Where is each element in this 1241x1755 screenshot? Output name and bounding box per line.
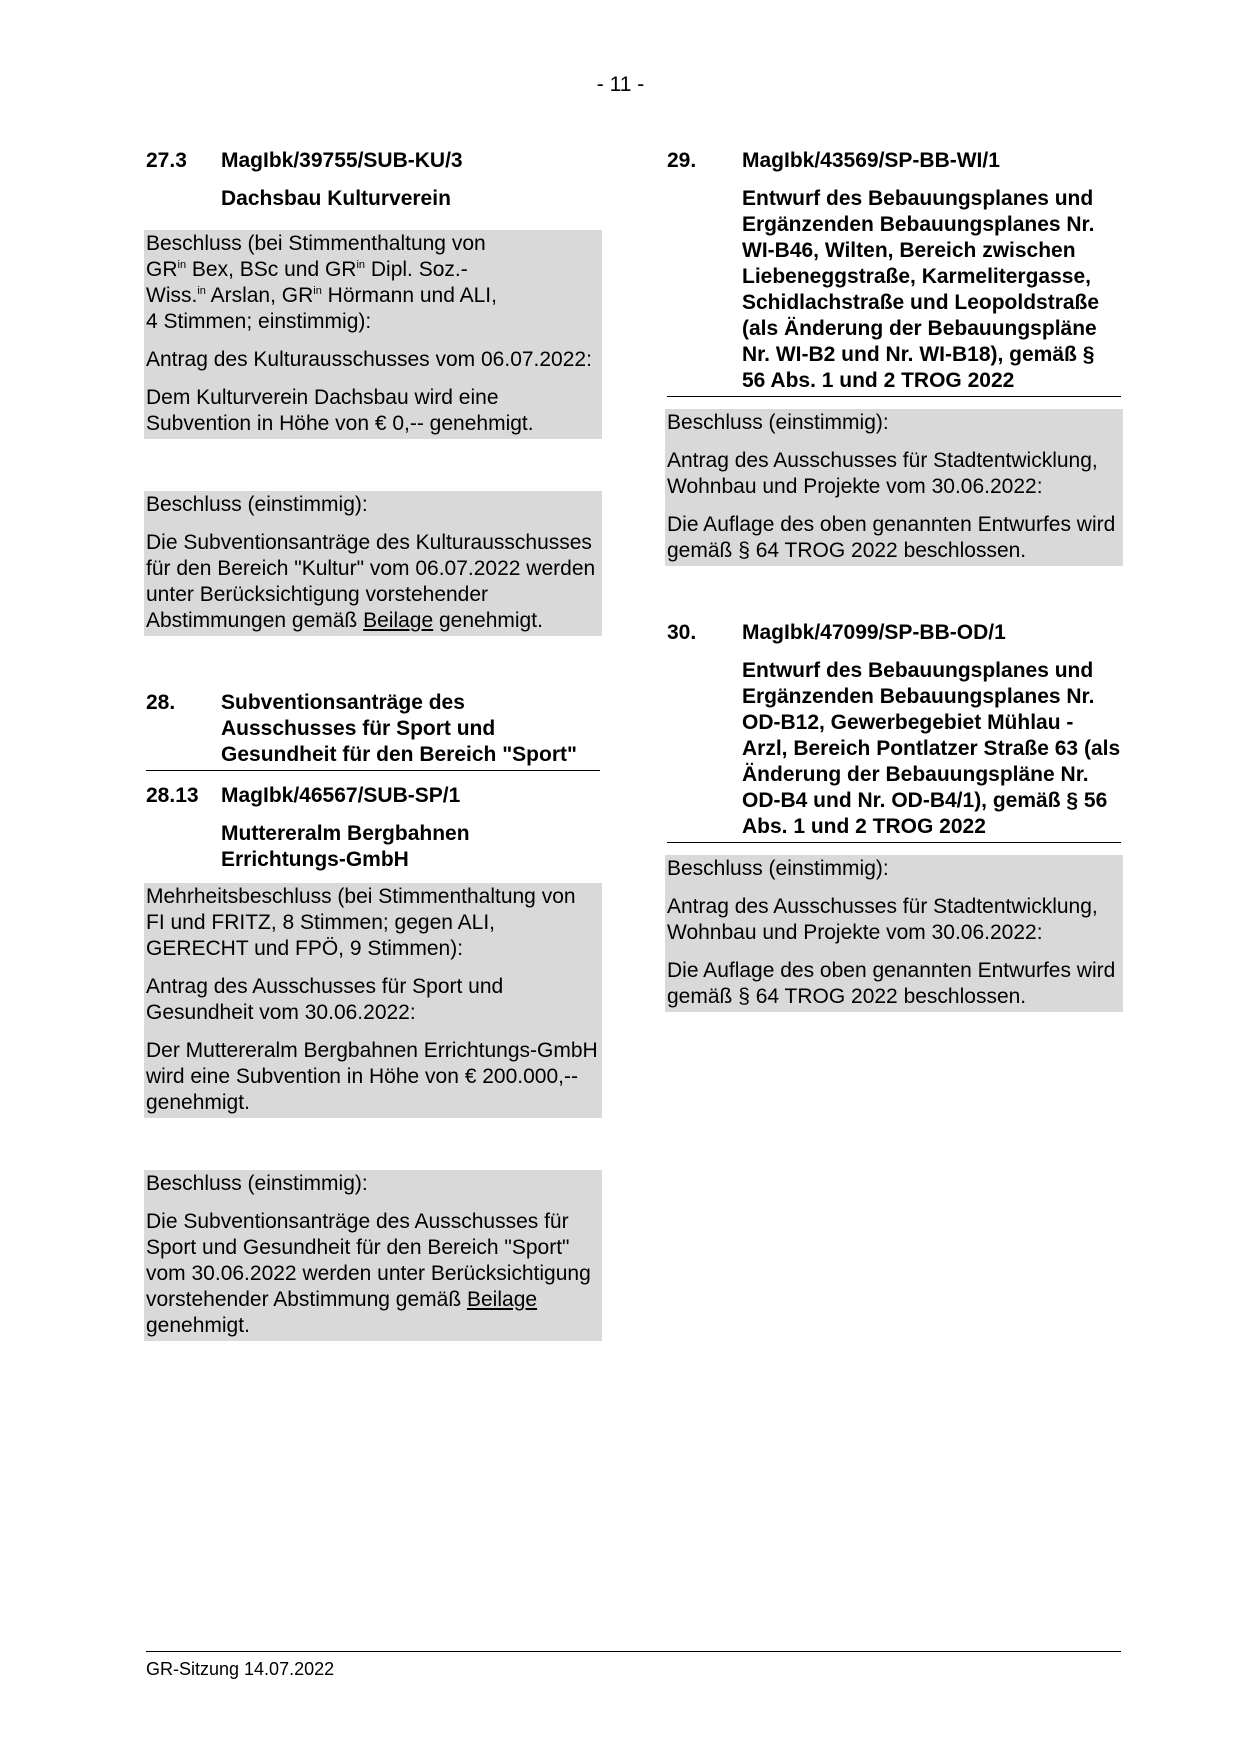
decision-box-27-3: [144, 230, 602, 439]
item-30-title: Entwurf des Bebauungsplanes und Ergänzenden Bebauungsplanes Nr. OD-B12, Gewerbegebiet Mühlau - Arzl, Bereich Pontlatzer Straße 63 (als Änderung der Bebauungspläne Nr. OD-B4 und Nr. OD-B4/1), gemäß § 56 Abs. 1 und 2 TROG 2022: [667, 658, 1121, 843]
item-28-13-heading: [146, 783, 600, 809]
item-number: 30.: [667, 621, 697, 644]
item-reference: MagIbk/47099/SP-BB-OD/1: [742, 621, 1006, 644]
item-reference: MagIbk/39755/SUB-KU/3: [221, 149, 463, 172]
decision-box-kultur-total: [144, 491, 602, 636]
motion-line: Antrag des Ausschusses für Stadtentwicklung, Wohnbau und Projekte vom 30.06.2022:: [667, 895, 1098, 944]
decision-text: Dem Kulturverein Dachsbau wird eine Subvention in Höhe von € 0,-- genehmigt.: [146, 386, 534, 435]
decision-line: Beschluss (bei Stimmenthaltung von $GR^{in}$ Bex, BSc und $GR^{in}$ Dipl. Soz.- Wiss.$^{in}$ Arslan, $GR^{in}$ Hörmann und ALI, 4 Stimmen; einstimmig):: [146, 232, 497, 333]
item-number: 28.13: [146, 784, 199, 807]
decision-text: Die Auflage des oben genannten Entwurfes wird gemäß § 64 TROG 2022 beschlossen.: [667, 513, 1116, 562]
decision-box-30: [665, 855, 1123, 1012]
decision-box-sport-total: [144, 1170, 602, 1341]
footer-session-date: GR-Sitzung 14.07.2022: [146, 1659, 335, 1679]
item-number: 28.: [146, 691, 176, 714]
item-number: 27.3: [146, 149, 187, 172]
decision-text: Die Auflage des oben genannten Entwurfes wird gemäß § 64 TROG 2022 beschlossen.: [667, 959, 1116, 1008]
motion-line: Antrag des Kulturausschusses vom 06.07.2022:: [146, 348, 592, 371]
left-column: [146, 148, 600, 1341]
item-28-heading: [146, 690, 600, 771]
decision-box-29: [665, 409, 1123, 566]
item-28-13-title: Muttereralm Bergbahnen Errichtungs-GmbH: [221, 822, 470, 871]
decision-line: Beschluss (einstimmig):: [146, 1172, 368, 1195]
decision-text: Die Subventionsanträge des Kulturausschusses für den Bereich "Kultur" vom 06.07.2022 werden unter Berücksichtigung vorstehender Abstimmungen gemäß Beilage genehmigt.: [146, 531, 596, 632]
item-reference: MagIbk/46567/SUB-SP/1: [221, 784, 461, 807]
decision-line: Beschluss (einstimmig):: [667, 857, 889, 880]
item-29-title: Entwurf des Bebauungsplanes und Ergänzenden Bebauungsplanes Nr. WI-B46, Wilten, Bereich zwischen Liebeneggstraße, Karmelitergasse, Schidlachstraße und Leopoldstraße (als Änderung der Bebauungspläne Nr. WI-B2 und Nr. WI-B18), gemäß § 56 Abs. 1 und 2 TROG 2022: [667, 186, 1121, 397]
decision-line: Beschluss (einstimmig):: [667, 411, 889, 434]
decision-line: Mehrheitsbeschluss (bei Stimmenthaltung von FI und FRITZ, 8 Stimmen; gegen ALI, GERECHT und FPÖ, 9 Stimmen):: [146, 885, 576, 960]
item-30-heading: [667, 620, 1121, 646]
item-27-3-heading: [146, 148, 600, 174]
item-title: Subventionsanträge des Ausschusses für Sport und Gesundheit für den Bereich "Sport": [221, 691, 577, 766]
footer-divider: [146, 1651, 1121, 1652]
decision-box-28-13: [144, 883, 602, 1118]
beilage-link[interactable]: Beilage: [467, 1288, 538, 1311]
page-number: - 11 -: [596, 73, 645, 96]
item-number: 29.: [667, 149, 697, 172]
decision-text: Die Subventionsanträge des Ausschusses für Sport und Gesundheit für den Bereich "Sport" vom 30.06.2022 werden unter Berücksichtigung vorstehender Abstimmung gemäß Beilage genehmigt.: [146, 1210, 591, 1337]
motion-line: Antrag des Ausschusses für Sport und Gesundheit vom 30.06.2022:: [146, 975, 504, 1024]
item-29-heading: [667, 148, 1121, 174]
right-column: [667, 148, 1121, 1012]
motion-line: Antrag des Ausschusses für Stadtentwicklung, Wohnbau und Projekte vom 30.06.2022:: [667, 449, 1098, 498]
beilage-link[interactable]: Beilage: [363, 609, 434, 632]
decision-text: Der Muttereralm Bergbahnen Errichtungs-GmbH wird eine Subvention in Höhe von € 200.000,-- genehmigt.: [146, 1039, 598, 1114]
item-reference: MagIbk/43569/SP-BB-WI/1: [742, 149, 1000, 172]
item-27-3-title: Dachsbau Kulturverein: [221, 187, 451, 210]
decision-line: Beschluss (einstimmig):: [146, 493, 368, 516]
